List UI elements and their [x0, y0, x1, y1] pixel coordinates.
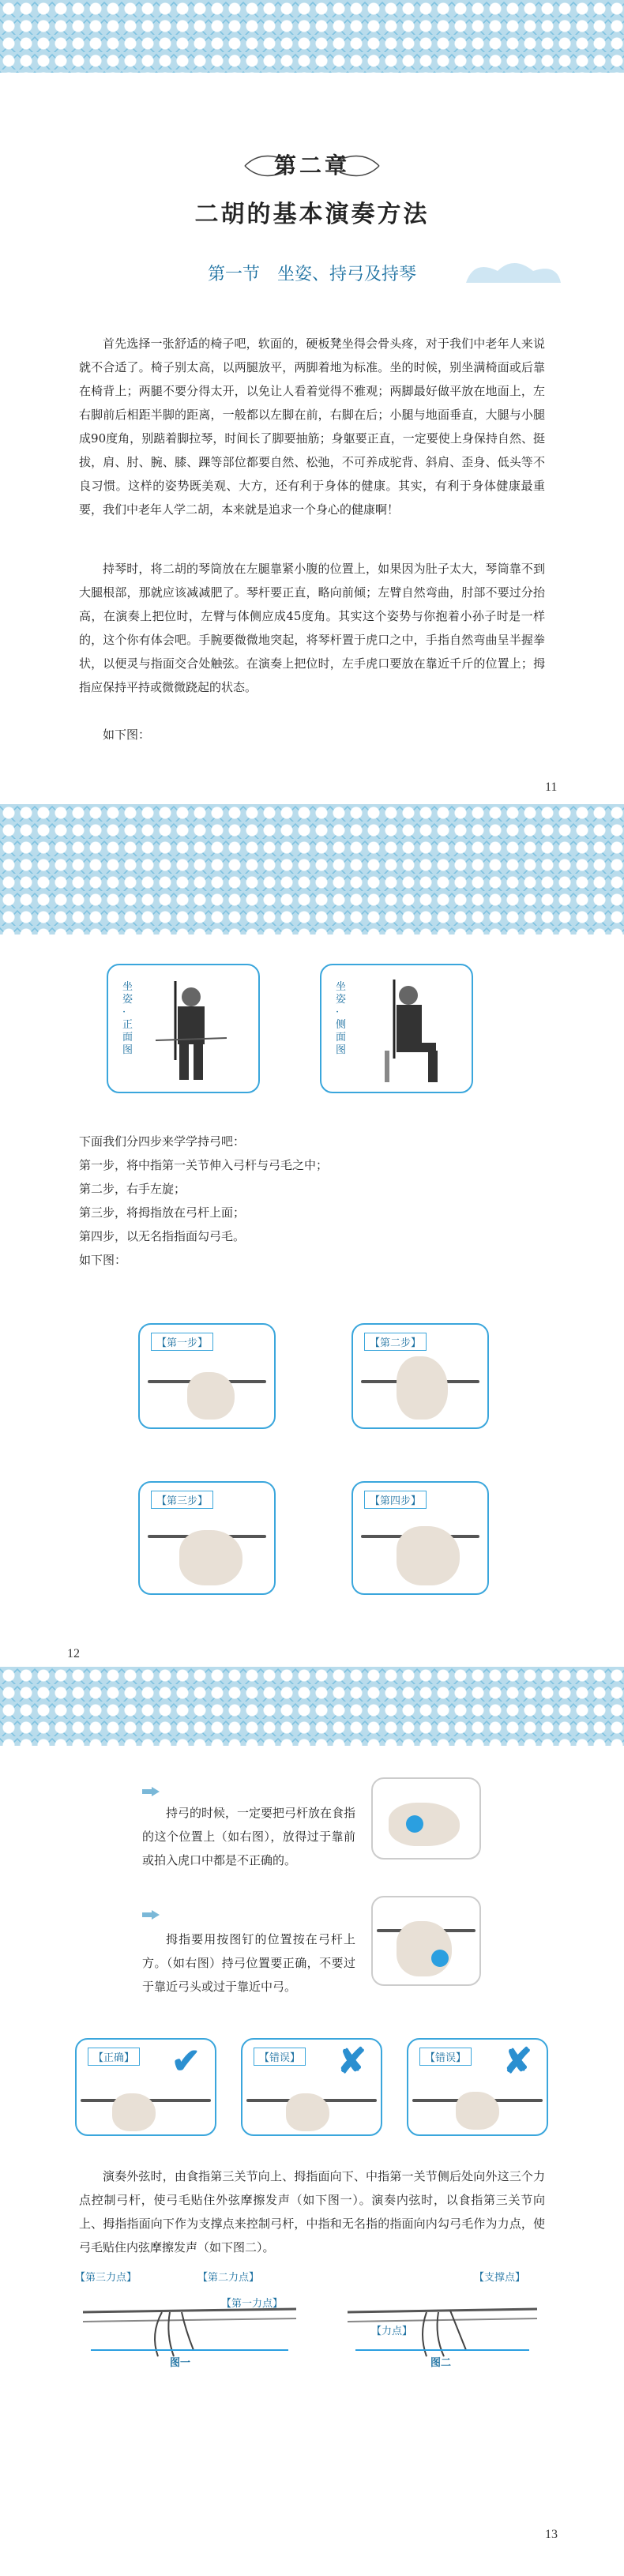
caption-follow: 如下图：	[79, 1253, 127, 1267]
caption-follow: 如下图：	[103, 728, 151, 742]
step-label: 【第四步】	[364, 1491, 427, 1509]
paragraph-bowing-force: 演奏外弦时，由食指第三关节向上、拇指面向下、中指第一关节侧后处向外这三个力点控制弓杆，使弓毛贴住外弦摩擦发声（如下图一）。演奏内弦时，以食指第三关节向上、拇指指面向下作为支撑点来控制弓杆，中指和无名指的指面向内勾弓毛作为力点，使弓毛贴住内弦摩擦发声（如下图二）。	[79, 2169, 545, 2254]
figure-caption: 图一	[170, 2357, 191, 2369]
cross-icon: ✘	[503, 2041, 532, 2081]
photo-front-posture	[107, 964, 260, 1093]
support-point-label: 【支撑点】	[474, 2272, 526, 2284]
status-label: 【正确】	[88, 2048, 140, 2066]
step-label: 【第三步】	[151, 1491, 213, 1509]
force-point-label: 【力点】	[371, 2326, 413, 2337]
step-photo-1	[138, 1323, 276, 1429]
note-thumb-position: 拇指要用按图钉的位置按在弓杆上方。（如右图）持弓位置要正确，不要过于靠近弓头或过于靠近中弓。	[142, 1932, 355, 1994]
decorative-divider-band	[0, 1667, 624, 1746]
photo-index-finger	[371, 1777, 481, 1860]
photo-wrong-2	[407, 2038, 548, 2136]
arrow-icon	[142, 1910, 160, 1920]
step-photo-3	[138, 1481, 276, 1595]
checkmark-icon: ✔	[171, 2041, 201, 2081]
step-label: 【第一步】	[151, 1333, 213, 1351]
page-number: 13	[545, 2528, 558, 2541]
photo-side-posture	[320, 964, 473, 1093]
photo-thumb	[371, 1896, 481, 1986]
photo-correct	[75, 2038, 216, 2136]
force-label-2: 【第二力点】	[197, 2272, 260, 2284]
page-number: 12	[67, 1647, 80, 1660]
paragraph-posture: 首先选择一张舒适的椅子吧，软面的，硬板凳坐得会骨头疼，对于我们中老年人来说就不合适了。椅子别太高，以两腿放平，两脚着地为标准。坐的时候，别坐满椅面或后靠在椅背上；两腿不要分得太开，以免让人看着觉得不雅观；两脚最好做平放在地面上，左右脚前后相距半脚的距离，一般都以左脚在前，右脚在后；小腿与地面垂直，大腿与小腿成90度角，别踮着脚拉琴，时间长了脚要抽筋；身躯要正直，一定要使上身保持自然、挺拔，肩、肘、腕、膝、踝等部位都要自然、松弛，不可养成驼背、斜肩、歪身、低头等不良习惯。这样的姿势既美观、大方，还有利于身体的健康。其实，有利于身体健康最重要，我们中老年人学二胡，本来就是追求一个身心的健康啊！	[79, 337, 545, 517]
photo-label: 坐姿·侧面图	[336, 981, 347, 1056]
step-label: 【第二步】	[364, 1333, 427, 1351]
section-title: 第一节 坐姿、持弓及持琴	[207, 265, 416, 284]
step-text-1: 第一步，将中指第一关节伸入弓杆与弓毛之中；	[79, 1158, 329, 1172]
cross-icon: ✘	[337, 2041, 367, 2081]
paragraph-holding-instrument: 持琴时，将二胡的琴筒放在左腿靠紧小腹的位置上，如果因为肚子太大，琴筒靠不到大腿根部，那就应该减减肥了。琴杆要正直，略向前倾；左臂自然弯曲，肘部不要过分抬高，在演奏上把位时，左臂与体侧应成45度角。其实这个姿势与你抱着小孙子时是一样的，这个你有体会吧。手腕要微微地突起，将琴杆置于虎口之中，手指自然弯曲呈半握拳状，以便灵与指面交合处触弦。在演奏上把位时，左手虎口要放在靠近千斤的位置上；拇指应保持平持或微微跷起的状态。	[79, 562, 545, 694]
step-photo-4	[351, 1481, 489, 1595]
chapter-heading-box	[237, 150, 387, 182]
chapter-title: 二胡的基本演奏方法	[194, 201, 430, 228]
photo-wrong-1	[241, 2038, 382, 2136]
note-bow-position: 持弓的时候，一定要把弓杆放在食指的这个位置上（如右图），放得过于靠前或拍入虎口中都是不正确的。	[142, 1806, 356, 1867]
status-label: 【错误】	[254, 2048, 306, 2066]
status-label: 【错误】	[419, 2048, 472, 2066]
step-text-4: 第四步，以无名指指面勾弓毛。	[79, 1229, 246, 1243]
steps-intro: 下面我们分四步来学学持弓吧：	[79, 1134, 246, 1149]
arrow-icon	[142, 1787, 160, 1796]
force-label-3: 【第三力点】	[75, 2272, 137, 2284]
step-text-2: 第二步，右手左旋；	[79, 1182, 186, 1196]
step-text-3: 第三步，将拇指放在弓杆上面；	[79, 1205, 246, 1220]
photo-label: 坐姿·正面图	[122, 981, 133, 1056]
cloud-ornament-icon	[458, 251, 569, 299]
chapter-label: 第二章	[273, 152, 350, 179]
decorative-divider-band	[0, 804, 624, 935]
force-label-1: 【第一力点】	[221, 2298, 284, 2310]
decorative-header-band	[0, 0, 624, 73]
page-number: 11	[545, 780, 558, 794]
figure-caption: 图二	[430, 2357, 452, 2369]
step-photo-2	[351, 1323, 489, 1429]
